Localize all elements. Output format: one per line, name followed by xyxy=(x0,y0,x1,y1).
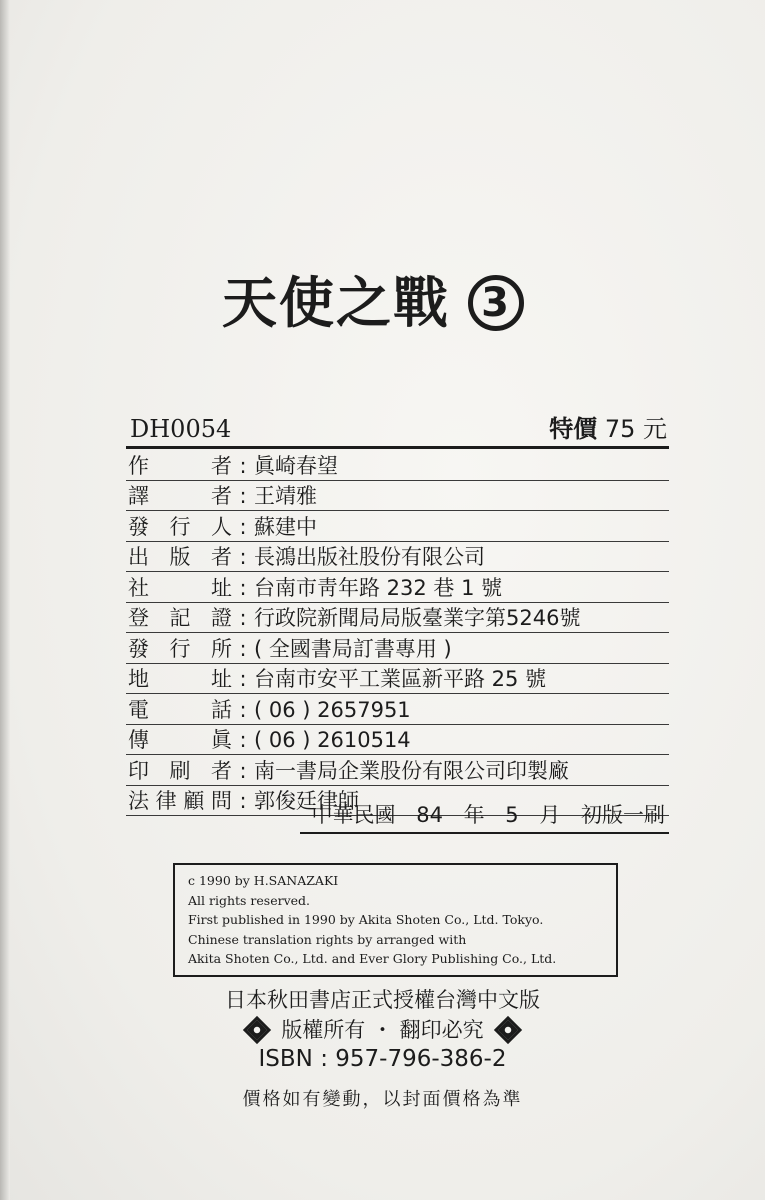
colon-separator: : xyxy=(239,514,247,539)
product-code: DH0054 xyxy=(130,415,232,443)
label-char: 人 xyxy=(211,514,232,539)
label-char: 電 xyxy=(128,697,149,722)
label-char: 證 xyxy=(211,606,232,630)
label-char: 印 xyxy=(128,758,149,783)
colon-separator: : xyxy=(239,667,247,691)
colophon-label xyxy=(126,514,232,541)
authorization-notice: 日本秋田書店正式授權台灣中文版 xyxy=(225,988,540,1012)
colophon-value: 行政院新聞局局版臺業字第5246號 xyxy=(254,606,581,630)
colophon-label xyxy=(126,788,232,815)
colophon-label xyxy=(126,666,232,693)
copyright-line: Chinese translation rights by arranged with xyxy=(188,931,467,947)
label-char: 行 xyxy=(169,636,191,661)
colophon-value: 長鴻出版社股份有限公司 xyxy=(254,545,485,569)
colophon-row xyxy=(126,725,669,756)
colon-separator: : xyxy=(239,606,247,630)
colophon-row xyxy=(126,633,669,664)
colon-separator: : xyxy=(239,758,247,783)
label-char: 地 xyxy=(128,667,149,691)
rights-text: 版權所有 ・ 翻印必究 xyxy=(281,1018,484,1042)
colon-separator: : xyxy=(239,484,247,508)
label-char: 記 xyxy=(169,606,191,630)
volume-number-badge: 3 xyxy=(468,275,524,331)
colophon-row xyxy=(126,450,669,481)
colophon-label xyxy=(126,575,232,602)
colophon-row xyxy=(126,694,669,725)
diamond-ornament-icon xyxy=(494,1016,522,1044)
colophon-value: ( 全國書局訂書專用 ) xyxy=(254,636,452,661)
colophon-label xyxy=(126,727,232,754)
price-change-note: 價格如有變動，以封面價格為準 xyxy=(242,1089,523,1110)
copyright-line: First published in 1990 by Akita Shoten Co., Ltd. Tokyo. xyxy=(188,912,544,927)
colophon-label xyxy=(126,483,232,510)
label-char: 傳 xyxy=(128,728,149,752)
colophon-row xyxy=(126,542,669,573)
colophon-label xyxy=(126,605,232,632)
label-char: 版 xyxy=(169,545,191,569)
colon-separator: : xyxy=(239,575,247,600)
label-char: 譯 xyxy=(128,484,149,508)
colon-separator: : xyxy=(239,636,247,661)
colophon-label xyxy=(126,544,232,571)
colophon-label xyxy=(126,636,232,663)
colophon-row xyxy=(126,755,669,786)
label-char: 問 xyxy=(210,789,232,813)
label-char: 眞 xyxy=(211,728,232,752)
colophon-value: 台南市安平工業區新平路 25 號 xyxy=(254,667,547,691)
label-char: 律 xyxy=(155,789,177,813)
rights-notice xyxy=(0,1015,765,1045)
label-char: 作 xyxy=(128,453,149,478)
colophon-label xyxy=(126,453,232,480)
colophon-value: 南一書局企業股份有限公司印製廠 xyxy=(254,758,569,783)
edition-rule xyxy=(300,832,669,834)
colon-separator: : xyxy=(239,453,247,478)
price-amount: 75 元 xyxy=(604,415,667,443)
colophon-value: 蘇建中 xyxy=(254,514,317,539)
copyright-line: Akita Shoten Co., Ltd. and Ever Glory Publishing Co., Ltd. xyxy=(188,951,557,966)
colophon-value: 王靖雅 xyxy=(254,484,317,508)
colophon-row xyxy=(126,572,669,603)
label-char: 顧 xyxy=(183,789,205,813)
label-char: 社 xyxy=(128,575,149,600)
colon-separator: : xyxy=(239,697,247,722)
book-title xyxy=(222,268,524,338)
label-char: 行 xyxy=(169,514,191,539)
label-char: 者 xyxy=(211,758,232,783)
colophon-row xyxy=(126,481,669,512)
price-label: 特價 xyxy=(549,415,598,443)
label-char: 發 xyxy=(128,514,149,539)
special-price xyxy=(549,414,667,444)
title-text: 天使之戰 xyxy=(222,271,451,335)
colon-separator: : xyxy=(239,728,247,752)
label-char: 所 xyxy=(211,636,232,661)
copyright-line: c 1990 by H.SANAZAKI xyxy=(188,873,339,888)
label-char: 法 xyxy=(128,789,149,813)
colophon-value: 台南市靑年路 232 巷 1 號 xyxy=(254,575,503,600)
colon-separator: : xyxy=(239,789,247,813)
header-rule xyxy=(126,446,669,449)
copyright-box xyxy=(173,863,618,977)
label-char: 登 xyxy=(128,606,149,630)
colophon-value: 郭俊廷律師 xyxy=(254,789,359,813)
colophon-row xyxy=(126,664,669,695)
colophon-table xyxy=(126,450,669,816)
edition-line: 中華民國 84 年 5 月 初版一刷 xyxy=(311,803,665,827)
colon-separator: : xyxy=(239,545,247,569)
isbn: ISBN : 957-796-386-2 xyxy=(258,1046,507,1072)
colophon-value: 眞崎春望 xyxy=(254,453,338,478)
colophon-label xyxy=(126,697,232,724)
label-char: 話 xyxy=(211,697,232,722)
label-char: 發 xyxy=(128,636,149,661)
colophon-value: ( 06 ) 2657951 xyxy=(254,697,411,722)
colophon-row xyxy=(126,603,669,634)
colophon-value: ( 06 ) 2610514 xyxy=(254,728,411,752)
label-char: 者 xyxy=(211,545,232,569)
label-char: 者 xyxy=(211,453,232,478)
diamond-ornament-icon xyxy=(243,1016,271,1044)
label-char: 出 xyxy=(128,545,149,569)
colophon-row xyxy=(126,511,669,542)
colophon-label xyxy=(126,758,232,785)
label-char: 址 xyxy=(211,667,232,691)
label-char: 者 xyxy=(211,484,232,508)
label-char: 刷 xyxy=(169,758,191,783)
copyright-line: All rights reserved. xyxy=(188,892,311,908)
label-char: 址 xyxy=(211,575,232,600)
